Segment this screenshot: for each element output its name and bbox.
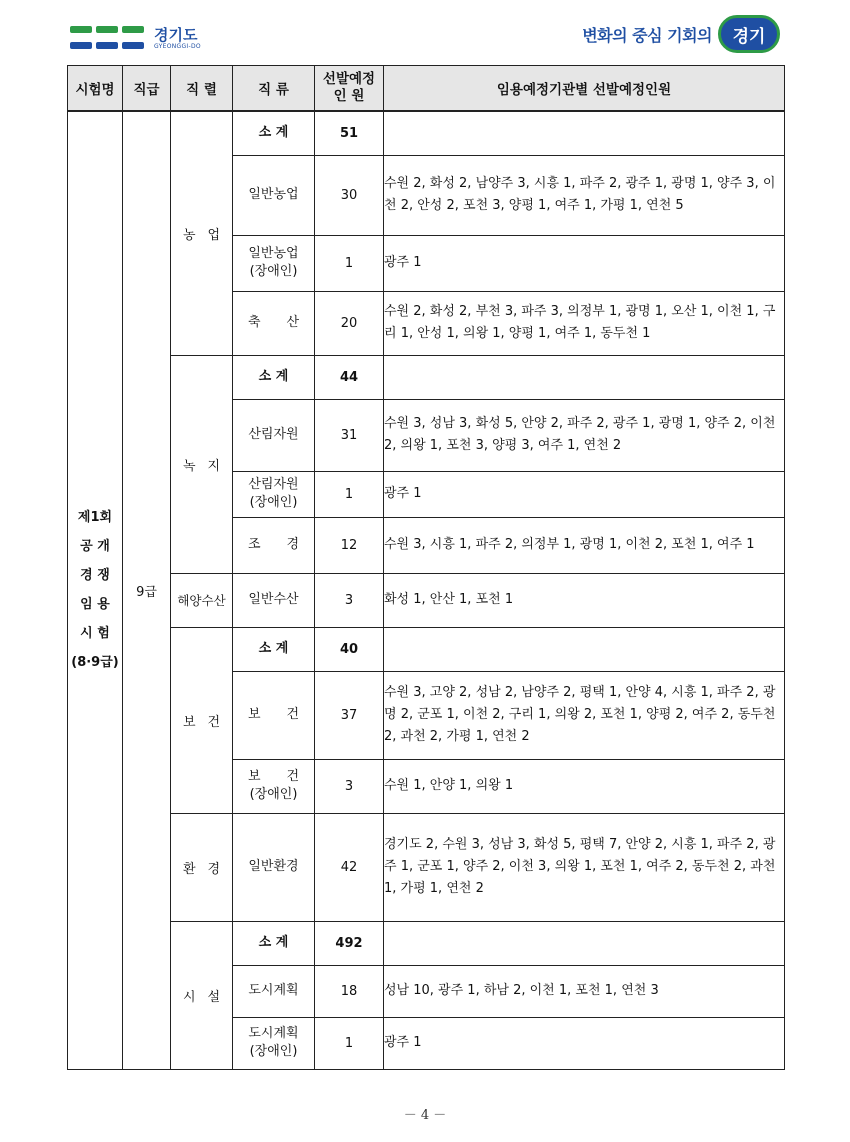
agencies-cell xyxy=(384,355,785,399)
count-cell: 31 xyxy=(315,399,384,471)
count-cell: 492 xyxy=(315,921,384,965)
agencies-cell: 광주 1 xyxy=(384,471,785,517)
class-cell: 도시계획 (장애인) xyxy=(233,1017,315,1069)
agencies-cell xyxy=(384,111,785,155)
table-body xyxy=(68,111,785,1069)
agencies-cell xyxy=(384,627,785,671)
slogan-badge: 경기 xyxy=(718,15,780,53)
count-cell: 3 xyxy=(315,759,384,813)
subtotal-row xyxy=(68,627,785,671)
exam-name-line: 공 개 xyxy=(80,539,110,555)
exam-name-line: 경 쟁 xyxy=(80,568,110,584)
logo-subtitle: GYEONGGI-DO xyxy=(154,43,201,50)
agencies-cell: 광주 1 xyxy=(384,1017,785,1069)
class-cell: 소 계 xyxy=(233,921,315,965)
agencies-cell: 수원 3, 시흥 1, 파주 2, 의정부 1, 광명 1, 이천 2, 포천 1, 여주 1 xyxy=(384,517,785,573)
class-cell: 조 경 xyxy=(233,517,315,573)
exam-name-cell xyxy=(68,111,123,1069)
class-cell: 축 산 xyxy=(233,291,315,355)
agencies-cell: 화성 1, 안산 1, 포천 1 xyxy=(384,573,785,627)
page-number: － 4 － xyxy=(403,1108,447,1123)
count-cell: 37 xyxy=(315,671,384,759)
exam-name-line: 임 용 xyxy=(80,597,110,613)
slogan-text: 변화의 중심 기회의 xyxy=(582,25,712,45)
agencies-cell: 성남 10, 광주 1, 하남 2, 이천 1, 포천 1, 연천 3 xyxy=(384,965,785,1017)
slogan xyxy=(582,14,780,54)
exam-name-line: 시 험 xyxy=(80,626,110,642)
series-char: 경 xyxy=(207,861,220,877)
class-cell: 산림자원 xyxy=(233,399,315,471)
series-cell xyxy=(171,813,233,921)
table-row xyxy=(68,573,785,627)
recruitment-table xyxy=(67,65,785,1070)
class-cell: 보 건 xyxy=(233,671,315,759)
header-count: 선발예정 인 원 xyxy=(315,66,384,112)
subtotal-row xyxy=(68,355,785,399)
count-cell: 20 xyxy=(315,291,384,355)
series-char: 녹 xyxy=(183,458,196,474)
exam-name-line: (8·9급) xyxy=(71,655,119,671)
count-cell: 18 xyxy=(315,965,384,1017)
agencies-cell: 수원 2, 화성 2, 부천 3, 파주 3, 의정부 1, 광명 1, 오산 1, 이천 1, 구리 1, 안성 1, 의왕 1, 양평 1, 여주 1, 동두천 1 xyxy=(384,291,785,355)
series-char: 농 xyxy=(183,227,196,243)
class-cell: 일반수산 xyxy=(233,573,315,627)
header-class: 직 류 xyxy=(233,66,315,112)
count-cell: 51 xyxy=(315,111,384,155)
series-char: 환 xyxy=(183,861,196,877)
subtotal-row xyxy=(68,111,785,155)
class-cell: 소 계 xyxy=(233,627,315,671)
class-cell: 도시계획 xyxy=(233,965,315,1017)
series-char: 건 xyxy=(207,714,220,730)
series-cell xyxy=(171,355,233,573)
gyeonggi-logo xyxy=(70,22,210,54)
class-cell: 보 건 (장애인) xyxy=(233,759,315,813)
count-cell: 30 xyxy=(315,155,384,235)
count-cell: 42 xyxy=(315,813,384,921)
grade-cell: 9급 xyxy=(123,111,171,1069)
header-agencies: 임용예정기관별 선발예정인원 xyxy=(384,66,785,112)
subtotal-row xyxy=(68,921,785,965)
agencies-cell: 수원 1, 안양 1, 의왕 1 xyxy=(384,759,785,813)
header-exam: 시험명 xyxy=(68,66,123,112)
count-cell: 12 xyxy=(315,517,384,573)
table-row xyxy=(68,813,785,921)
series-cell xyxy=(171,921,233,1069)
count-cell: 1 xyxy=(315,471,384,517)
class-cell: 산림자원 (장애인) xyxy=(233,471,315,517)
header-grade: 직급 xyxy=(123,66,171,112)
agencies-cell: 수원 2, 화성 2, 남양주 3, 시흥 1, 파주 2, 광주 1, 광명 1, 양주 3, 이천 2, 안성 2, 포천 3, 양평 1, 여주 1, 가평 1, 연천 5 xyxy=(384,155,785,235)
series-char: 시 xyxy=(183,989,196,1005)
exam-name-line: 제1회 xyxy=(77,510,113,526)
agencies-cell: 수원 3, 성남 3, 화성 5, 안양 2, 파주 2, 광주 1, 광명 1, 양주 2, 이천 2, 의왕 1, 포천 3, 양평 3, 여주 1, 연천 2 xyxy=(384,399,785,471)
series-char: 지 xyxy=(207,458,220,474)
series-cell xyxy=(171,111,233,355)
class-cell: 소 계 xyxy=(233,111,315,155)
count-cell: 40 xyxy=(315,627,384,671)
series-char: 보 xyxy=(183,714,196,730)
class-cell: 일반농업 (장애인) xyxy=(233,235,315,291)
series-cell xyxy=(171,627,233,813)
count-cell: 1 xyxy=(315,1017,384,1069)
class-cell: 일반농업 xyxy=(233,155,315,235)
logo-name: 경기도 xyxy=(154,26,198,44)
series-cell: 해양수산 xyxy=(171,573,233,627)
agencies-cell xyxy=(384,921,785,965)
series-char: 설 xyxy=(207,989,220,1005)
count-cell: 3 xyxy=(315,573,384,627)
header-series: 직 렬 xyxy=(171,66,233,112)
class-cell: 일반환경 xyxy=(233,813,315,921)
class-cell: 소 계 xyxy=(233,355,315,399)
count-cell: 1 xyxy=(315,235,384,291)
table-header-row xyxy=(68,66,785,112)
count-cell: 44 xyxy=(315,355,384,399)
agencies-cell: 경기도 2, 수원 3, 성남 3, 화성 5, 평택 7, 안양 2, 시흥 1, 파주 2, 광주 1, 군포 1, 양주 2, 이천 3, 의왕 1, 포천 1, 여주 2, 동두천 2, 과천 1, 가평 1, 연천 2 xyxy=(384,813,785,921)
agencies-cell: 수원 3, 고양 2, 성남 2, 남양주 2, 평택 1, 안양 4, 시흥 1, 파주 2, 광명 2, 군포 1, 이천 2, 구리 1, 의왕 2, 포천 1, 양평 2, 여주 2, 동두천 2, 과천 2, 가평 1, 연천 2 xyxy=(384,671,785,759)
agencies-cell: 광주 1 xyxy=(384,235,785,291)
series-char: 업 xyxy=(207,227,220,243)
